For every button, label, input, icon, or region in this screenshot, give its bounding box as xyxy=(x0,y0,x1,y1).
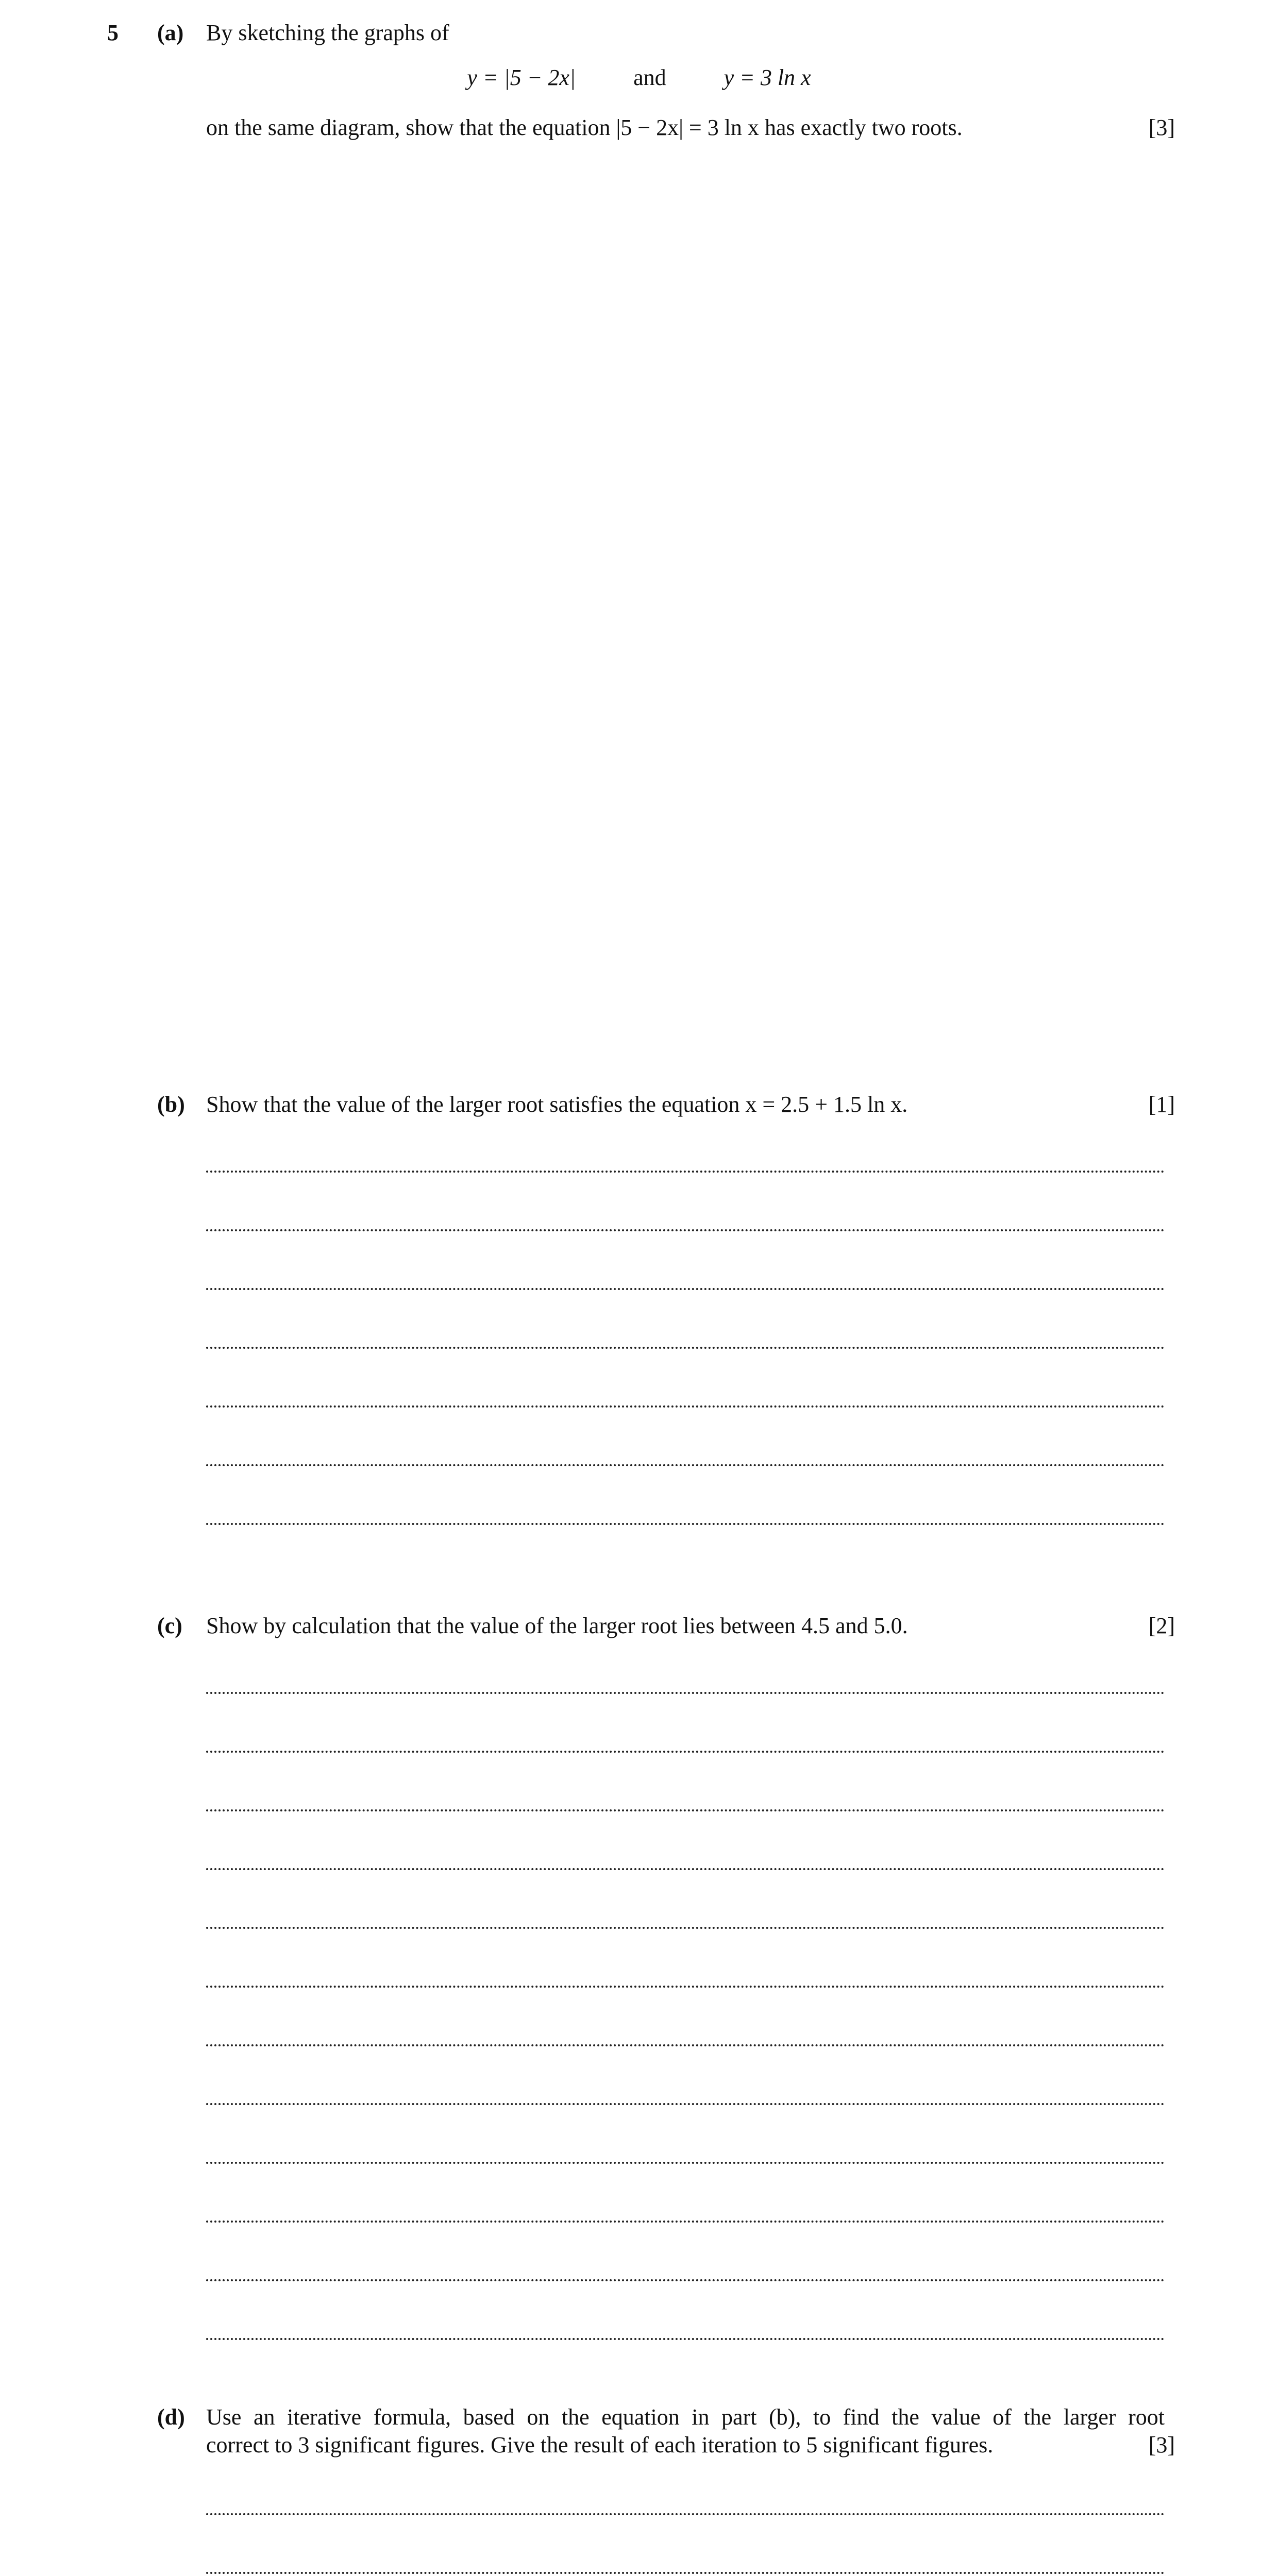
answer-line[interactable] xyxy=(206,2513,1165,2515)
part-a-equations xyxy=(0,64,1278,92)
answer-line[interactable] xyxy=(206,2044,1165,2046)
answer-line[interactable] xyxy=(206,1751,1165,1753)
part-b-text: Show that the value of the larger root satisfies the equation x = 2.5 + 1.5 ln x. xyxy=(206,1092,908,1117)
answer-line[interactable] xyxy=(206,2162,1165,2164)
answer-line[interactable] xyxy=(206,2338,1165,2340)
part-d-label: (d) xyxy=(157,2404,185,2430)
answer-line[interactable] xyxy=(206,1288,1165,1290)
answer-line[interactable] xyxy=(206,2572,1165,2574)
part-c-marks: [2] xyxy=(1148,1613,1175,1638)
answer-line[interactable] xyxy=(206,1229,1165,1231)
question-number: 5 xyxy=(107,20,119,45)
answer-line[interactable] xyxy=(206,2103,1165,2105)
answer-line[interactable] xyxy=(206,1523,1165,1525)
part-b-label: (b) xyxy=(157,1092,185,1117)
sketch-space[interactable] xyxy=(206,165,1165,1051)
answer-line[interactable] xyxy=(206,1868,1165,1870)
answer-line[interactable] xyxy=(206,2221,1165,2223)
answer-line[interactable] xyxy=(206,1464,1165,1466)
part-b-marks: [1] xyxy=(1148,1092,1175,1117)
equation-and: and xyxy=(633,65,666,90)
answer-line[interactable] xyxy=(206,2279,1165,2281)
part-a-marks: [3] xyxy=(1148,115,1175,140)
part-a-label: (a) xyxy=(157,20,184,45)
part-d-marks: [3] xyxy=(1148,2432,1175,2458)
answer-line[interactable] xyxy=(206,1692,1165,1694)
answer-line[interactable] xyxy=(206,1809,1165,1811)
answer-line[interactable] xyxy=(206,1927,1165,1929)
equation-abs: y = |5 − 2x| xyxy=(467,65,576,90)
part-a-conclusion: on the same diagram, show that the equation |5 − 2x| = 3 ln x has exactly two roots. xyxy=(206,115,963,140)
answer-line[interactable] xyxy=(206,1171,1165,1173)
answer-line[interactable] xyxy=(206,1986,1165,1988)
answer-line[interactable] xyxy=(206,1347,1165,1349)
equation-ln: y = 3 ln x xyxy=(724,65,811,90)
part-d-text-line1: Use an iterative formula, based on the equation in part (b), to find the value of the larger root xyxy=(206,2404,1165,2430)
part-c-label: (c) xyxy=(157,1613,182,1638)
part-c-text: Show by calculation that the value of the larger root lies between 4.5 and 5.0. xyxy=(206,1613,908,1638)
answer-line[interactable] xyxy=(206,1405,1165,1408)
part-a-intro: By sketching the graphs of xyxy=(206,20,449,45)
part-d-text-line2: correct to 3 significant figures. Give the result of each iteration to 5 significant figures. xyxy=(206,2432,994,2458)
